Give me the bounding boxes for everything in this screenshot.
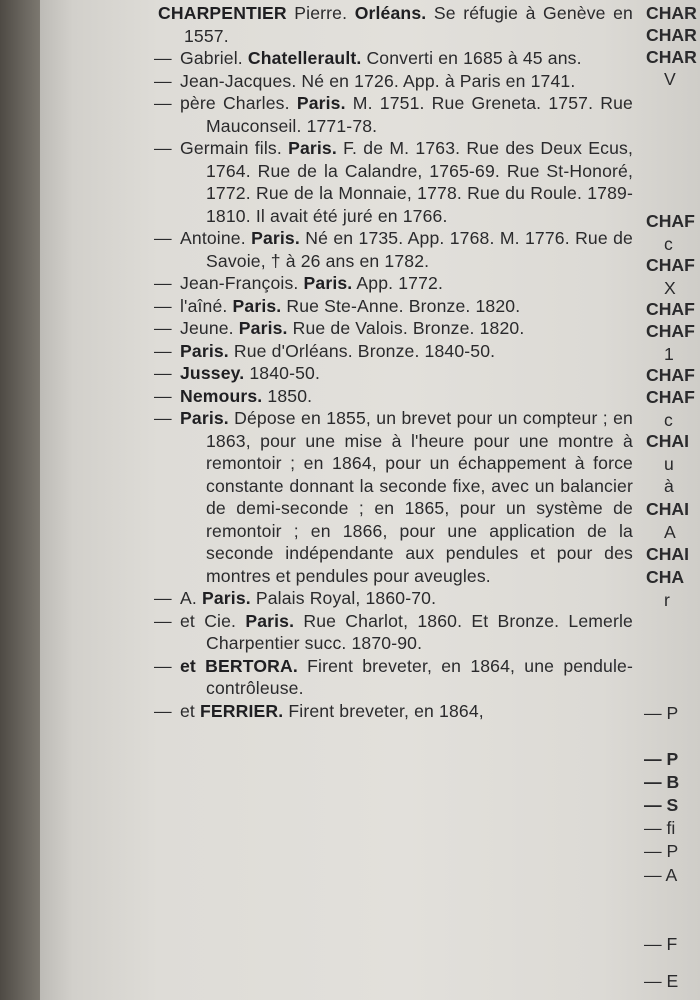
entry-text: Dépose en 1855, un brevet pour un compteur ; en 1863, pour une mise à l'heure pour une montre à remontoir ; en 1864, pour un échappement à force constante donnant la seconde fixe, avec un balancier de demi-seconde ; en 1865, pour un système de remontoir ; en 1866, pour une application de la seconde indépendante aux pendules et pour des montres et pendules pour aveugles. xyxy=(206,408,633,586)
entry-paris-orleans xyxy=(154,340,633,363)
entry-gabriel xyxy=(154,47,633,70)
entry-dash: — xyxy=(154,295,172,316)
entry-et-cie xyxy=(154,610,633,655)
place-name: Paris. xyxy=(180,340,229,361)
place-name: Paris. xyxy=(238,318,288,338)
right-col-line: — E xyxy=(644,971,679,991)
right-col-line: — A xyxy=(644,865,678,885)
right-col-line: CHAR xyxy=(646,25,697,45)
right-col-line: — fi xyxy=(644,818,676,838)
entry-text: Né en 1735. App. 1768. M. 1776. Rue de Savoie, † à 26 ans en 1782. xyxy=(206,228,633,271)
book-gutter xyxy=(0,0,40,1000)
entry-text: App. 1772. xyxy=(352,273,444,293)
entry-text: Firent breveter, en 1864, xyxy=(283,700,484,721)
entry-text: Rue de Valois. Bronze. 1820. xyxy=(287,318,525,338)
place-name: Paris. xyxy=(232,295,282,316)
entry-jean-francois xyxy=(154,272,633,295)
place-name: Paris. xyxy=(288,138,337,158)
right-col-line: CHAF xyxy=(646,387,695,407)
entry-et-ferrier xyxy=(154,700,633,723)
given-name: et xyxy=(180,700,201,721)
right-col-line: CHAF xyxy=(646,255,695,275)
right-col-line: — S xyxy=(644,795,679,815)
entry-jeune xyxy=(154,317,633,340)
entry-jussey xyxy=(154,362,633,385)
entry-dash: — xyxy=(154,273,172,293)
right-col-line: — P xyxy=(644,703,679,723)
right-col-line: X xyxy=(664,278,676,298)
right-col-line: A xyxy=(664,522,676,542)
entry-text: Firent breveter, en 1864, une pendule-contrôleuse. xyxy=(206,655,633,698)
entry-laine xyxy=(154,295,633,318)
entry-dash: — xyxy=(154,48,172,68)
given-name: père Charles. xyxy=(180,93,297,113)
right-col-line: CHAF xyxy=(646,365,695,385)
place-name: et BERTORA. xyxy=(180,655,298,676)
right-col-line: CHAF xyxy=(646,321,695,341)
given-name: Pierre. xyxy=(286,3,355,23)
dictionary-column xyxy=(154,2,634,722)
place-name: Paris. xyxy=(296,93,346,113)
entry-dash: — xyxy=(154,318,172,338)
entry-text: Rue Ste-Anne. Bronze. 1820. xyxy=(281,295,521,316)
right-col-line: — P xyxy=(644,749,679,769)
entry-text: F. de M. 1763. Rue des Deux Ecus, 1764. Rue de la Calandre, 1765-69. Rue St-Honoré, 1772. Rue de la Monnaie, 1778. Rue du Roule. 1789-1810. Il avait été juré en 1766. xyxy=(206,138,634,226)
entry-a xyxy=(154,587,633,610)
right-col-line: CHAR xyxy=(646,47,697,67)
right-col-line: à xyxy=(664,476,674,496)
right-col-line: — P xyxy=(644,841,679,861)
entry-dash: — xyxy=(154,70,172,91)
entry-dash: — xyxy=(154,138,172,158)
place-name: Paris. xyxy=(251,228,300,248)
entry-antoine xyxy=(154,227,633,272)
right-col-line: c xyxy=(664,234,673,254)
place-name: Orléans. xyxy=(354,3,427,23)
entry-dash: — xyxy=(154,340,172,361)
right-col-line: — B xyxy=(644,772,680,792)
place-name: Paris. xyxy=(245,610,295,631)
given-name: Antoine. xyxy=(180,228,252,248)
place-name: Chatellerault. xyxy=(247,48,362,68)
entry-text: M. 1751. Rue Greneta. 1757. Rue Mauconseil. 1771-78. xyxy=(206,93,633,136)
entry-dash: — xyxy=(154,363,172,383)
entry-jean-jacques xyxy=(154,70,633,93)
right-col-line: c xyxy=(664,410,673,430)
entry-text: Rue d'Orléans. Bronze. 1840-50. xyxy=(228,340,496,361)
place-name: Jussey. xyxy=(180,363,245,383)
entry-dash: — xyxy=(154,610,172,631)
place-name: Nemours. xyxy=(180,385,263,406)
entry-paris-brevets xyxy=(154,407,633,587)
entry-germain-fils xyxy=(154,137,634,227)
given-name: Gabriel. xyxy=(180,48,248,68)
entry-text: Se réfugie à Genève en 1557. xyxy=(184,3,633,46)
entry-text: Palais Royal, 1860-70. xyxy=(250,588,437,608)
right-col-line: CHAF xyxy=(646,211,695,231)
right-col-line: CHAR xyxy=(646,3,697,23)
given-name: Jeune. xyxy=(180,318,239,338)
entry-charpentier-pierre xyxy=(158,2,633,47)
entry-dash: — xyxy=(154,655,172,676)
place-name: Paris. xyxy=(180,408,229,428)
entry-dash: — xyxy=(154,408,172,428)
given-name: A. xyxy=(180,588,202,608)
place-name: Paris. xyxy=(303,273,353,293)
right-col-line: 1 xyxy=(664,344,674,364)
entry-nemours xyxy=(154,385,633,408)
entry-text: 1840-50. xyxy=(244,363,321,383)
entry-dash: — xyxy=(154,385,172,406)
entry-pere-charles xyxy=(154,92,633,137)
right-col-line: r xyxy=(664,590,670,610)
entry-text: 1850. xyxy=(262,385,313,406)
entry-dash: — xyxy=(154,588,172,608)
right-col-line: u xyxy=(664,454,674,474)
entry-text: Rue Charlot, 1860. Et Bronze. Lemerle Charpentier succ. 1870-90. xyxy=(206,610,633,653)
entry-dash: — xyxy=(154,700,172,721)
place-name: Paris. xyxy=(201,588,251,608)
given-name: Jean-Jacques. Né en 1726. App. à Paris en 1741. xyxy=(180,70,576,91)
entry-text: Converti en 1685 à 45 ans. xyxy=(361,48,582,68)
entry-et-bertora xyxy=(154,655,633,700)
right-col-line: CHAI xyxy=(646,431,690,451)
entry-dash: — xyxy=(154,228,172,248)
given-name: Jean-François. xyxy=(180,273,304,293)
entry-dash: — xyxy=(154,93,172,113)
book-page xyxy=(40,0,700,1000)
given-name: l'aîné. xyxy=(180,295,233,316)
surname-heading: CHARPENTIER xyxy=(158,3,287,23)
right-col-line: CHAF xyxy=(646,299,695,319)
right-col-line: CHA xyxy=(646,567,685,587)
given-name: et Cie. xyxy=(180,610,246,631)
right-col-line: CHAI xyxy=(646,544,690,564)
right-col-line: V xyxy=(664,69,676,89)
right-col-line: CHAI xyxy=(646,499,690,519)
right-col-line: — F xyxy=(644,934,678,954)
given-name: Germain fils. xyxy=(180,138,289,158)
place-name: FERRIER. xyxy=(200,700,284,721)
